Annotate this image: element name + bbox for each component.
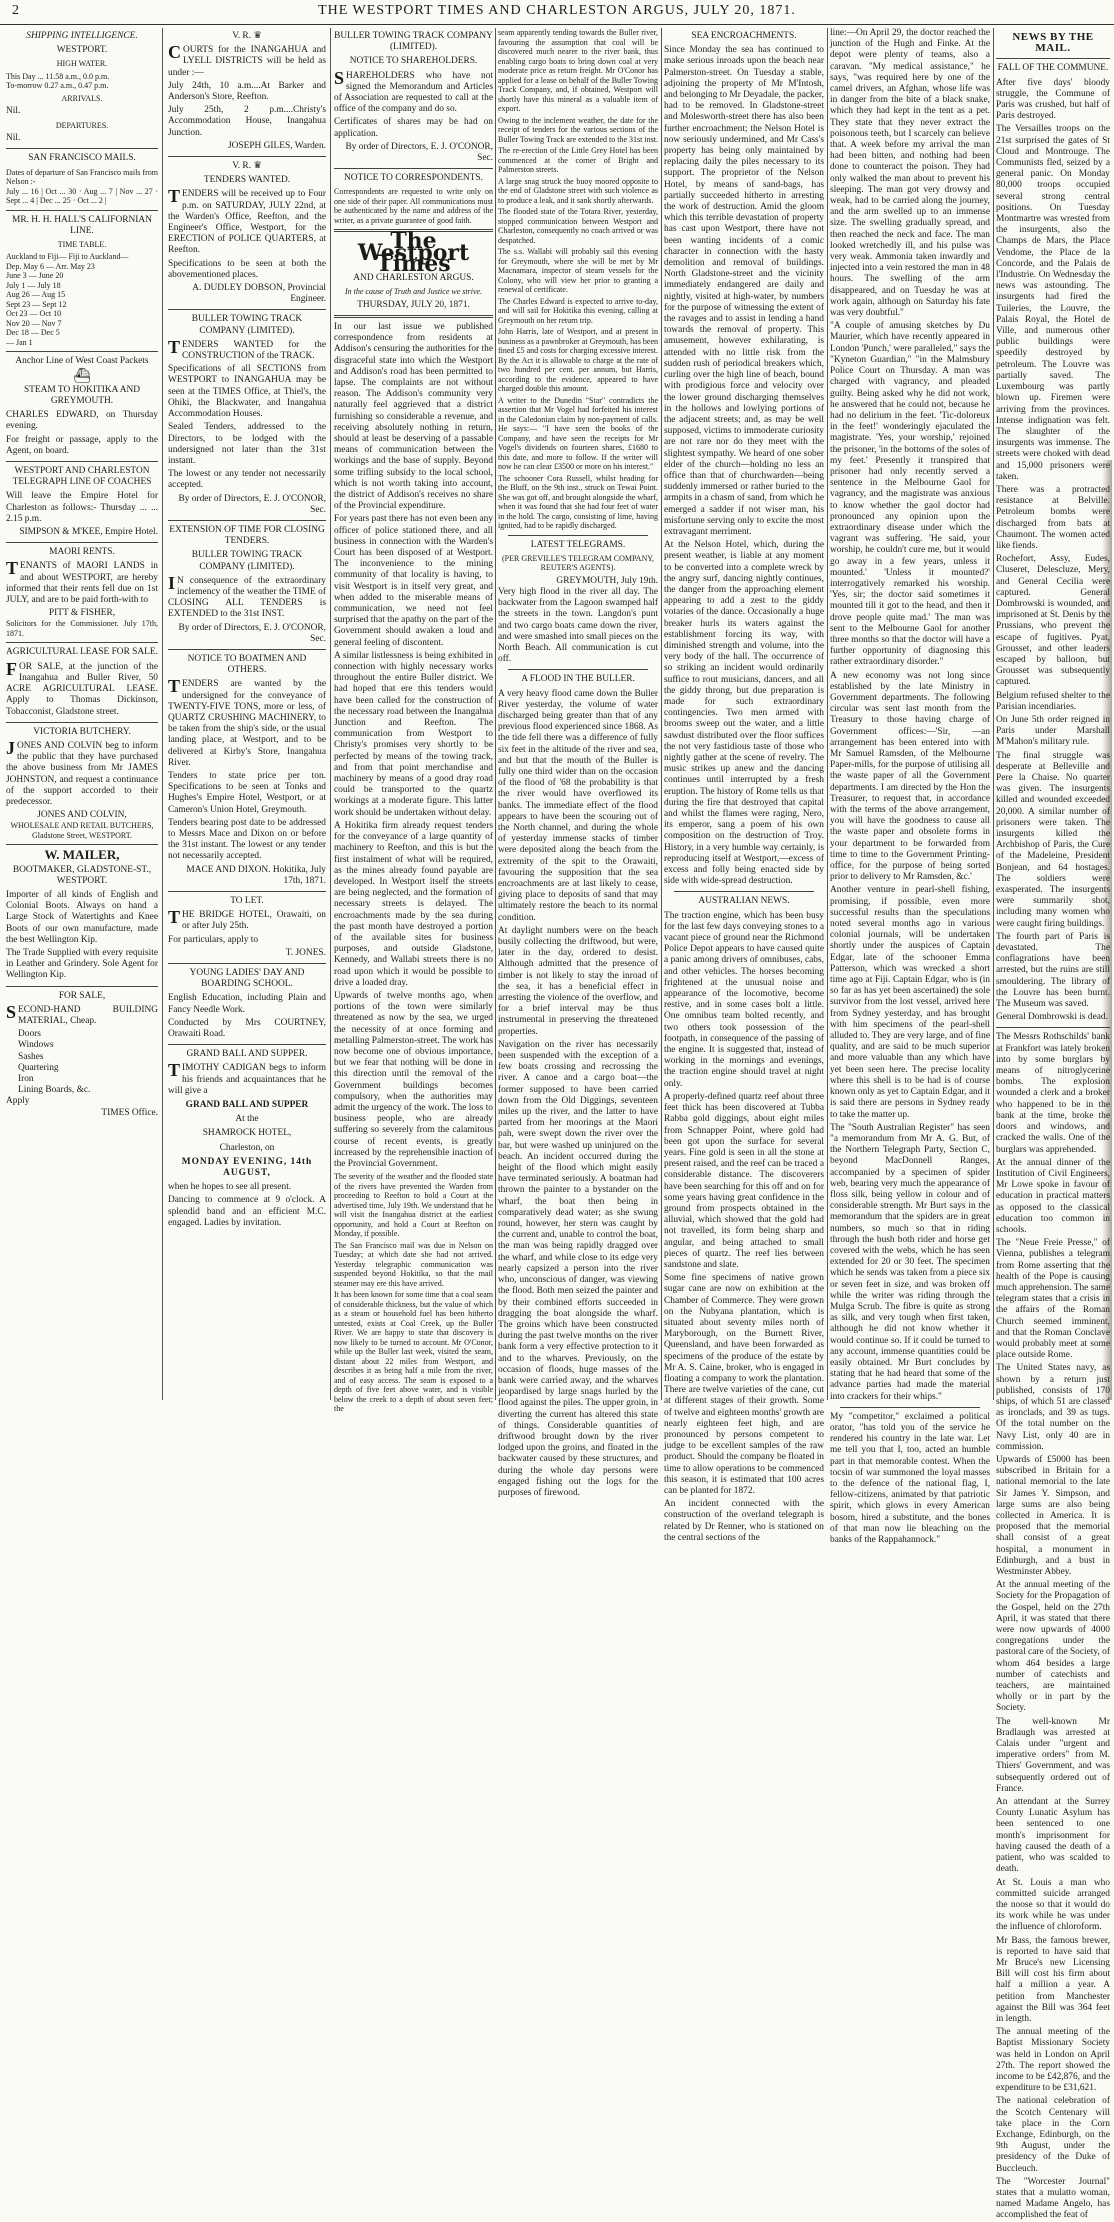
column-rule bbox=[661, 28, 662, 1400]
arrivals-heading: ARRIVALS. bbox=[61, 93, 103, 103]
mailer-body: The Trade Supplied with every requisite in Leather and Grindery. Sole Agent for Wellington Kip. bbox=[6, 947, 158, 981]
mail-paragraph: The fourth part of Paris is devastated. The conflagrations have been arrested, but the ruins are still smouldering. The library of the Louvre has been burnt. The Museum was saved. bbox=[996, 931, 1110, 1010]
forsale-item: Windows bbox=[18, 1040, 54, 1051]
divider bbox=[508, 669, 648, 670]
news-paragraph: The San Francisco mail was due in Nelson on Tuesday; at which date she had not arrived. Yesterday telegraphic communication was suspended beyond Hokitika, so that the mail steamer may ere this have arrived. bbox=[334, 1240, 493, 1288]
hall-row: Sept 23 — Sept 12 bbox=[6, 299, 67, 309]
royal-arms-vr bbox=[168, 161, 326, 172]
column-4 bbox=[498, 28, 658, 1498]
vr-text: V. R. bbox=[232, 31, 252, 41]
notice-signature: By order of Directors, E. J. O'CONOR, Sec. bbox=[345, 141, 493, 164]
forsale-office: TIMES Office. bbox=[101, 1107, 158, 1118]
page-number: 2 bbox=[12, 3, 19, 18]
ball-at: At the bbox=[235, 1114, 259, 1125]
hall-row: Dec 18 — Dec 5 bbox=[6, 328, 60, 338]
flood-paragraph: At daylight numbers were on the beach busily collecting the driftwood, but were, later in the day, ordered to desist. Although admitted that the presence of timber is not likely to stay the inroad of the sea, it has a beneficial effect in arresting the violence of the overflow, and for a brief interval may be thus instrumental in preserving the threatened properties. bbox=[498, 925, 658, 1037]
news-paragraph: Owing to the inclement weather, the date for the receipt of tenders for the various sections of the Buller Towing Track are extended to the 31st inst. bbox=[498, 115, 658, 144]
hall-row: Nov 20 — Nov 7 bbox=[6, 318, 62, 328]
mail-paragraph: The Messrs Rothschilds' bank at Frankfort was lately broken into by some burglars by means of nitroglycerine bombs. The explosion wounded a clerk and a broker who happened to be in the bank at the time, broke the doors and windows, and cracked the walls. One of the burglars was apprehended. bbox=[996, 1032, 1110, 1155]
divider bbox=[6, 986, 158, 987]
forsale-item: Quartering bbox=[18, 1062, 59, 1073]
mail-paragraph: On June 5th order reigned in Paris under Marshall M'Mahon's military rule. bbox=[996, 714, 1110, 748]
correspondents-body: Correspondents are requested to write only on one side of their paper. All communications must be authenticated by the name and address of the writer, as a private guarantee of good faith. bbox=[334, 187, 493, 225]
hall-row: July 1 — July 18 bbox=[6, 280, 61, 290]
australian-paragraph: A new economy was not long since established by the late Ministry in Government departments. The following circular was sent last month from the Treasury to those having charge of Government offices:—'Sir, —an arrangement has been entered into with Mr Samuel Ramsden, of the Melbourne Paper-mills, for the purpose of utilising all the waste paper of all the Government departments. I am directed by the Hon the Treasurer, to request that, in accordance with the terms of the above arrangement, you will have the goodness to cause all the waste paper and obsolete forms in your department to be forwarded from time to time to the Government Printing-office, for the purpose of being sorted prior to delivery to Mr Ramsden, &c.' bbox=[830, 670, 990, 883]
australian-paragraph: line:—On April 29, the doctor reached the junction of the Hugh and Finke. At the depot were plenty of teams, also a caravan. "My medical assistance," he says, "was required here by one of the camel drivers, an Afghan, whose life was in danger from the bite of a black snake, which they had kept in the tent as a pet. They state that they never extract the poisonous teeth, but I scarcely can believe that. A week before my arrival the man had been bitten, and nothing had been done to counteract the poison. They had only walked the man about to prevent his sleeping. The man got very drowsy and weak, had to be carried along the journey, and the arm swelled up to an immense size. The swelling gradually spread, and then reached the neck and face. The man looked wretchedly ill, and his pulse was very weak. Ammonia taken inwardly and injected into a vein restored the man in 48 hours. The swelling of the arm disappeared, and on Tuesday he was at work again, although on Saturday his fate was very doubtful." bbox=[830, 28, 990, 319]
telegrams-dateline: GREYMOUTH, July 19th. bbox=[556, 575, 658, 586]
divider bbox=[996, 1027, 1110, 1028]
buller-body: The lowest or any tender not necessarily accepted. bbox=[168, 469, 326, 491]
australian-paragraph: "A couple of amusing sketches by Du Maurier, which have recently appeared in London 'Punch,' were paralleled," says the "Kyneton Guardian," "in the Malmsbury Police Court on Thursday. A man was charged with vagrancy, and pleaded guilty. Being asked why he did not work, he answered that he could not, because he had no delirium in the feet. 'Tic-doloreux in the feet!' wonderingly ejaculated the magistrate. 'Yes, your worship,' rejoined the prisoner, 'in the bottoms of the soles of my feet.' Presently it transpired that prisoner had only recently served a sentence in the Melbourne Gaol for vagrancy, and the magistrate was anxious to know whether the gaol doctor had pronounced any opinion upon the extraordinary disease under which the vagrant was suffering. 'He said, your worship, he couldn't cure me, but it would go away in a few years, unless it mounted.' 'Unless it mounted?' interrogatively remarked his worship. 'Yes, sir; the doctor said sometimes it mounted till it got to the head, and then it drove people quite mad.' The man was sent to the Melbourne Gaol for another three months so that the doctor will have a further opportunity of diagnosing this rather extraordinary disorder." bbox=[830, 321, 990, 668]
column-rule bbox=[827, 28, 828, 1400]
ball-body: TIMOTHY CADIGAN begs to inform his friends and acquaintances that he will give a bbox=[168, 1060, 326, 1096]
masthead: THE WESTPORT TIMES AND CHARLESTON ARGUS, JULY 20, 1871. bbox=[318, 3, 796, 18]
vr-text: V. R. bbox=[232, 161, 252, 172]
telegrams-heading: LATEST TELEGRAMS. bbox=[530, 539, 626, 550]
news-paragraph: A large snag struck the buoy moored opposite to the end of Gladstone street with such violence as to produce a leak, and it sank shortly afterwards. bbox=[498, 176, 658, 205]
australian-paragraph: The traction engine, which has been busy for the last few days conveying stones to a vacant piece of ground near the Richmond Police Depot appears to have caused quite a panic among drivers of omnibuses, cabs, and other vehicles. The horses becoming frightened at the unusual noise and appearance of the locomotive, become restive, and in some cases bolt a little. One omnibus team bolted recently, and two others took possession of the footpath, in consequence of the passing of the engine. It is suggested that, instead of working in the mornings and evenings, the traction engine should travel at night only. bbox=[664, 910, 824, 1089]
ball-place: Charleston, on bbox=[219, 1142, 275, 1153]
maori-heading: MAORI RENTS. bbox=[49, 547, 115, 558]
boatmen-body: Tenders bearing post date to be addressed to Messrs Mace and Dixon on or before the 31st instant. The lowest or any tender not necessarily accepted. bbox=[168, 817, 326, 862]
mail-paragraph: The final struggle was desperate at Belleville and Pere la Chaise. No quarter was given. The insurgents killed and wounded exceeded 20,000. A similar number of prisoners were taken. The insurgents killed the Archbishop of Paris, the Cure of the Madeleine, President Bonjean, and 64 hostages. The soldiers were exasperated. The insurgents were summarily shot, including many women who were caught firing buildings. bbox=[996, 750, 1110, 929]
divider bbox=[840, 1407, 980, 1408]
telegrams-subheading: (PER GREVILLE'S TELEGRAM COMPANY, REUTER'S AGENTS). bbox=[502, 553, 654, 573]
news-paragraph: A writer to the Dunedin "Star" contradicts the assertion that Mr Vogel had forfeited his interest in the Caledonian claim by non-payment of calls. He says:— "I have seen the books of the Company, and have seen the receipts for Mr Vogel's dividends on fourteen shares, £1680 to this date, and more to follow. If the writer will now he can clear £3500 or more on his interest." bbox=[498, 395, 658, 471]
mail-news-heading: NEWS BY THE MAIL. bbox=[1012, 31, 1094, 55]
divider bbox=[6, 844, 158, 845]
ball-heading: GRAND BALL AND SUPPER. bbox=[186, 1049, 308, 1060]
mail-paragraph: The annual meeting of the Baptist Missionary Society was held in London on April 27th. The report showed the income to be £42,876, and the expenditure to be £31,621. bbox=[996, 2027, 1110, 2094]
maori-signature: PITT & FISHER, bbox=[48, 608, 116, 619]
agri-heading: AGRICULTURAL LEASE FOR SALE. bbox=[6, 647, 158, 658]
tolet-body: THE BRIDGE HOTEL, Orawaiti, on or after July 25th. bbox=[168, 907, 326, 932]
mail-paragraph: Belgium refused shelter to the Parisian incendiaries. bbox=[996, 690, 1110, 712]
hall-row: — Jan 1 bbox=[6, 337, 33, 347]
sf-intro: Dates of departure of San Francisco mails from Nelson :- bbox=[6, 167, 158, 187]
mail-paragraph: At the annual dinner of the Institution of Civil Engineers, Mr Lowe spoke in favour of education in practical matters as opposed to the classical education too common in schools. bbox=[996, 1157, 1110, 1235]
courts-row: July 25th, 2 p.m....Christy's Accommodation House, Inangahua Junction. bbox=[168, 105, 326, 138]
mail-paragraph: The "Worcester Journal" states that a mulatto woman, named Madame Angelo, has accomplished the feat of bbox=[996, 2176, 1110, 2221]
australian-paragraph: A properly-defined quartz reef about three feet thick has been discovered at Tubba Rabba gold diggings, about eight miles from Schnapper Point, where gold had been got upon the surface for several years. Fine gold is seen in all the stone at present raised, and the reef can be traced a considerable distance. The discoverers have been searching for this off and on for some years having great confidence in the ground from prospects obtained in the alluvial, which showed that the gold had not travelled, its form being sharp and angular, and being attached to small pieces of quartz. The reef lies between sandstone and slate. bbox=[664, 1091, 824, 1270]
ladies-school-heading: YOUNG LADIES' DAY AND BOARDING SCHOOL. bbox=[189, 968, 305, 990]
maori-body: TENANTS of MAORI LANDS in and about WESTPORT, are hereby informed that their rents fell due on 1st JULY, and are to be paid forth-with to bbox=[6, 558, 158, 606]
newspaper-banner: The Westport Times bbox=[357, 228, 470, 277]
column-rule bbox=[162, 28, 163, 1400]
divider bbox=[674, 891, 814, 892]
divider bbox=[168, 649, 326, 650]
forsale-body: SECOND-HAND BUILDING MATERIAL, Cheap. bbox=[6, 1001, 158, 1026]
divider bbox=[6, 722, 158, 723]
victoria-signature-line: WHOLESALE AND RETAIL BUTCHERS, Gladstone Street, WESTPORT. bbox=[10, 821, 154, 840]
hall-heading: MR. H. H. HALL'S CALIFORNIAN LINE. bbox=[12, 214, 152, 236]
notice-subheading: NOTICE TO SHAREHOLDERS. bbox=[349, 56, 478, 67]
banner-subtitle: AND CHARLESTON ARGUS. bbox=[353, 273, 474, 284]
divider bbox=[334, 315, 493, 318]
courts-row: July 24th, 10 a.m....At Barker and Anderson's Store, Reefton. bbox=[168, 80, 326, 103]
australian-paragraph: The "South Australian Register" has seen "a memorandum from Mr A. G. But, of the Northern Telegraph Party, Section C, beyond MacDonnell Ranges, accompanied by a specimen of spider web, bearing very much the appearance of floss silk, being yellow in colour and of considerable strength. Mr Burt says in the memorandum that the spiders are in great numbers, so much so that in riding through the bush both rider and horse get covered with the webs, which he has seen extended for 20 or 30 feet. The specimen which he sends was taken from a piece six or seven feet in size, and was broken off while the writer was riding through the Mulga Scrub. The fibre is quite as strong as silk, and very tough when first taken, although he did not know whether it would continue so. If it could be turned to any account, immense quantities could be easily obtained. Mr Burt concludes by stating that he had heard that some of the advance parties had made the material into crackers for their whips." bbox=[830, 1122, 990, 1402]
australian-heading: AUSTRALIAN NEWS. bbox=[698, 896, 790, 907]
divider bbox=[168, 156, 326, 157]
boatmen-heading: NOTICE TO BOATMEN AND OTHERS. bbox=[187, 653, 307, 676]
forsale-item: Doors bbox=[18, 1029, 41, 1040]
steam-heading: STEAM TO HOKITIKA AND GREYMOUTH. bbox=[23, 384, 141, 407]
ladies-school-body: English Education, including Plain and Fancy Needle Work. bbox=[168, 993, 326, 1015]
high-water-row: To-morrow 0.27 a.m., 0.47 p.m. bbox=[6, 81, 109, 91]
news-paragraph: It has been known for some time that a coal seam of considerable thickness, but the value of which as a steam or household fuel has been hitherto untested, exists at Coal Creek, up the Buller River. We are happy to state that discovery is now likely to be turned to account. Mr O'Conor, while up the Buller last week, visited the seam, distant about 22 miles from Westport, and describes it as being half a mile from the river, and of easy access. The seam is exposed to a depth of five feet above water, and is visible below the creek to a depth of about seven feet; the bbox=[334, 1290, 493, 1414]
forsale-item: Sashes bbox=[18, 1051, 44, 1062]
news-paragraph: The Charles Edward is expected to arrive to-day, and will sail for Hokitika this evening, calling at Greymouth on her return trip. bbox=[498, 296, 658, 325]
notice-body: SHAREHOLDERS who have not signed the Memorandum and Articles of Association are requested to call at the office of the company and do so. bbox=[334, 67, 493, 115]
maori-signature-line: Solicitors for the Commissioner. July 17th, 1871. bbox=[6, 619, 158, 638]
crown-icon: ♛ bbox=[253, 161, 262, 172]
page-header bbox=[0, 0, 1114, 25]
column-6 bbox=[830, 28, 991, 1546]
divider bbox=[334, 168, 493, 169]
ship-icon: ⛴ bbox=[73, 368, 91, 384]
high-water-heading: HIGH WATER. bbox=[56, 59, 108, 69]
telegrams-body: Very high flood in the river all day. The backwater from the Lagoon swamped half the streets in the town. Langdon's punt and two cargo boats came down the river, and were smashed into small pieces on the North Beach. All communication is cut off. bbox=[498, 586, 658, 665]
mail-paragraph: General Dombrowski is dead. bbox=[996, 1012, 1108, 1023]
boatmen-body: TENDERS are wanted by the undersigned for the conveyance of TWENTY-FIVE TONS, more or less, of QUARTZ CRUSHING MACHINERY, to be taken from the ship's side, or the usual landing place, at Westport, and to be delivered at Kirby's Store, Inangahua River. bbox=[168, 676, 326, 768]
divider bbox=[6, 542, 158, 543]
telegraph-heading: WESTPORT AND CHARLESTON TELEGRAPH LINE OF COACHES bbox=[12, 466, 152, 488]
telegraph-body: Will leave the Empire Hotel for Charleston as follows:- Thursday ... ... 2.15 p.m. bbox=[6, 491, 158, 524]
tenders-heading: TENDERS WANTED. bbox=[203, 175, 291, 186]
flood-paragraph: Navigation on the river has necessarily been suspended with the exception of a few boats crossing and recrossing the river. A canoe and a cargo boat—the former supposed to have been carried down from the Old Diggings, seventeen miles up the river, and the latter to have parted from her moorings at the Maori pah, were swept down the river over the bar, but were washed up uninjured on the beach. An incident occurred during the height of the flood which might easily have terminated seriously. A boatman had thrown the painter to a bystander on the wharf, the boat then being in comparatively dead water; as she swung round, however, her stern was caught by the current and, unable to control the boat, the man was being rapidly dragged over the wharf, and while close to its edge very nearly capsized a person into the river who, unconscious of danger, was viewing the flood. Both men seized the painter and by their combined efforts succeeded in dragging the boat alongside the wharf. The groins which have been constructed during the past twelve months on the river bank form a very effective protection to it and to the wharves. Previously, on the occasion of floods, huge masses of the bank were carried away, and the wharves jeopardised by large snags hurled by the flood against the piles. The upper groin, in diverting the current has altered this state of things. Considerable quantities of driftwood brought down by the river lodged upon the groins, and floated in the backwater caused by these structures, and during the whole day persons were engaged fishing out the logs for the purposes of firewood. bbox=[498, 1039, 658, 1498]
flood-paragraph: A very heavy flood came down the Buller River yesterday, the volume of water discharged being greater than that of any previous flood experienced since 1868. As the tide fell there was a difference of fully six feet in the altitude of the river and sea, and but that the mouth of the Buller is fully one third wider than on the occasion of the flood of '68 the probability is that the river would have overflowed its banks. The immediate effect of the flood appears to have been the scouring out of the North channel, and during the whole of yesterday immense stacks of timber were deposited along the beach from the extremity of the spit to the Orawaiti, favouring the supposition that the sea encroachments are at last likely to cease, giving place to deposits of sand that may ultimately restore the beach to its normal condition. bbox=[498, 688, 658, 923]
victoria-body: JONES AND COLVIN beg to inform the public that they have purchased the above business from Mr JAMES JOHNSTON, and request a continuance of the support accorded to their predecessor. bbox=[6, 737, 158, 807]
mailer-body: Importer of all kinds of English and Colonial Boots. Always on hand a Large Stock of Watertights and Knee Boots of our own manufacture, made the best Wellington Kip. bbox=[6, 889, 158, 945]
ball-date: MONDAY EVENING, 14th AUGUST, bbox=[181, 1156, 313, 1179]
column-5 bbox=[664, 28, 824, 1543]
hall-row: Oct 23 — Oct 10 bbox=[6, 309, 62, 319]
steam-body: CHARLES EDWARD, on Thursday evening. bbox=[6, 410, 158, 432]
courts-signature: JOSEPH GILES, Warden. bbox=[227, 140, 326, 151]
editorial-paragraph: Upwards of twelve months ago, when portions of the town were similarly threatened as now by the sea, we urged the necessity of at once forming and metalling Palmerston-street. The work has now become one of obvious importance, but we fear that nothing will be done in this direction until the removal of the Government buildings becomes compulsory, when the authorities may admit the urgency of the work. The loss to business people, who are already suffering so severely from the calamitous course of recent events, is greatly increased by the reprehensible inaction of the Provincial Government. bbox=[334, 990, 493, 1169]
ball-body: when he hopes to see all present. bbox=[168, 1182, 292, 1193]
news-paragraph: The flooded state of the Totara River, yesterday, stopped communication between Westport and Charleston, consequently no coach arrived or was despatched. bbox=[498, 207, 658, 245]
high-water-row: This Day ... 11.58 a.m., 0.0 p.m. bbox=[6, 71, 110, 81]
ladies-school-body: Conducted by Mrs COURTNEY, Orawaiti Road. bbox=[168, 1017, 326, 1040]
forsale-item: Iron bbox=[18, 1073, 34, 1084]
sea-paragraph: Since Monday the sea has continued to make serious inroads upon the beach near Palmerston-street. On Tuesday a stable, adjoining the property of Mr M'Intosh, and belonging to Mr Deyadale, the packer, had to be removed. In Gladstone-street and Molesworth-street there has also been further encroachment; the Nelson Hotel is now seriously undermined, and Mr Cass's property has being only maintained by replacing daily the piles necessary to its support. The proprietor of the Nelson Hotel, by means of sand-bags, has partially succeeded hitherto in arresting the work of destruction. Amid the gloom which this terrible devastation of property has cast upon Westport, there have not been wanting incidents of a comic character in connection with the hasty demolition and removal of buildings. North Gladstone-street and the vicinity immediately endangered are daily and nightly, visited at high-water, by numbers for the purpose of witnessing the extent of the ravages and to assist in lending a hand towards the removal of property. This amusement, however exhilarating, is attended with no little risk from the sudden rush of periodical breakers which, curling over the high line of beach, bound with prodigious force and velocity over the lower ground discharging themselves in the hollows and lowlying portions of the adjacent streets; and, as may be well supposed, victims to immoderate curiosity are not rare nor do they meet with the slightest sympathy. We heard of one sober elder of the church—holding no less an office than that of churchwarden—being suddenly immersed or rather buried to the armpits in a chasm of sand, from which he emerged a sadder if not wiser man, his misfortune serving only to excite the most extravagant merriment. bbox=[664, 45, 824, 537]
sea-paragraph: At the Nelson Hotel, which, during the present weather, is liable at any moment to be converted into a complete wreck by the angry surf, dancing nightly continues, the danger from the approaching element appearing to add a zest to the giddy votaries of the dance. Occasionally a huge breaker hurls its waters against the establishment forcing its way, with diminished strength and volume, into the very body of the hall. The occurrence of so striking an incident would ordinarily suffice to rout musicians, dancers, and all the giddy throng, but due preparation is made for such extraordinary contingencies. Two men armed with brooms sweep out the water, and a little sawdust distributed over the floor suffices the not very fastidious taste of those who nightly gather at the scene of revelry. The music strikes up anew and the dancing continues until interrupted by a fresh eruption. The history of Rome tells us that during the fire that destroyed that capital and whilst the flames were raging, Nero, its emperor, sang a poem of his own composition on the destruction of Troy. History, in a very humble way certainly, is reproducing itself at Westport,—excess of excess and folly being enacted side by side with wide-spread destruction. bbox=[664, 540, 824, 887]
divider bbox=[996, 58, 1110, 59]
divider bbox=[168, 891, 326, 892]
mailer-subheading: BOOTMAKER, GLADSTONE-ST., WESTPORT. bbox=[12, 864, 152, 886]
correspondents-heading: NOTICE TO CORRESPONDENTS. bbox=[344, 173, 483, 184]
news-paragraph: seam apparently tending towards the Buller river, favouring the assumption that coal will be discovered much nearer to the river bank, thus enabling cargo boats to bring down coal at very moderate price as return freight. Mr O'Conor has applied for a lease on behalf of the Buller Towing Track Company, and, if obtained, Westport will shortly have this mineral as a valuable item of export. bbox=[498, 28, 658, 113]
column-1 bbox=[6, 28, 158, 1400]
shipping-title: SHIPPING INTELLIGENCE. bbox=[26, 31, 138, 41]
ball-body: Dancing to commence at 9 o'clock. A splendid band and an efficient M.C. engaged. Ladies by invitation. bbox=[168, 1195, 326, 1228]
sf-dates: July ... 16 | Oct ... 30 · Aug ... 7 | Nov ... 27 · Sept ... 4 | Dec ... 25 · Oct ... 2 | bbox=[6, 186, 158, 206]
westport-heading: WESTPORT. bbox=[56, 45, 108, 56]
ball-hotel: SHAMROCK HOTEL, bbox=[202, 1128, 292, 1139]
courts-body: COURTS for the INANGAHUA and LYELL DISTRICTS will be held as under :— bbox=[168, 42, 326, 78]
mail-paragraph: After five days' bloody struggle, the Commune of Paris was crushed, but half of Paris destroyed. bbox=[996, 77, 1110, 122]
mail-paragraph: At the annual meeting of the Society for the Propagation of the Gospel, held on the 27th April, it was stated that there were now upwards of 4000 congregations under the pastoral care of the Society, of whom 464 besides a large number of catechists and teachers, are maintained wholly or in part by the Society. bbox=[996, 1580, 1110, 1714]
mail-paragraph: An attendant at the Surrey County Lunatic Asylum has been sentenced to one month's imprisonment for having caused the death of a patient, who was scalded to death. bbox=[996, 1797, 1110, 1875]
telegraph-signature: SIMPSON & M'KEE, Empire Hotel. bbox=[19, 527, 158, 538]
divider bbox=[6, 642, 158, 643]
hall-row: Dep. May 6 — Arr. May 23 bbox=[6, 261, 95, 271]
divider bbox=[168, 309, 326, 310]
divider bbox=[168, 1044, 326, 1045]
mail-paragraph: The Versailles troops on the 21st surprised the gates of St Cloud and Montrouge. The Communists fled, seized by a general panic. On Monday 80,000 troops occupied several strong central positions. On Tuesday Montmartre was wrested from the insurgents, also the Champs de Mars, the Place Vendome, the Place de la Concorde, and the Palais de l'Industrie. On Wednesday the news was astounding. The insurgents had fired the Tuileries, the Louvre, the Palais Royal, the Hotel de Ville, and numerous other public buildings were speedily destroyed by petroleum. The Louvre was partially saved. The Luxembourg was partly blown up. Firemen were arriving from the provinces. Intense indignation was felt. The slaughter of the insurgents was immense. The streets were choked with dead and 15,000 prisoners were taken. bbox=[996, 124, 1110, 482]
ball-title: GRAND BALL AND SUPPER bbox=[185, 1100, 309, 1111]
royal-arms-vr bbox=[168, 31, 326, 42]
time-table-heading: TIME TABLE. bbox=[57, 239, 107, 249]
divider bbox=[6, 210, 158, 211]
news-paragraph: The schooner Cora Russell, whilst heading for the Bluff, on the 9th inst., struck on Tewai Point. She was got off, and brought alongside the wharf, when it was found that she had four feet of water in the hold. The cargo, consisting of lime, having ignited, had to be rapidly discharged. bbox=[498, 473, 658, 530]
departures-value: Nil. bbox=[6, 133, 21, 144]
column-rule bbox=[993, 28, 994, 1400]
tolet-signature: T. JONES. bbox=[285, 947, 326, 958]
hall-head-row: Auckland to Fiji— Fiji to Auckland— bbox=[6, 252, 129, 262]
crown-icon: ♛ bbox=[253, 31, 262, 41]
editorial-paragraph: In our last issue we published correspondence from residents at Addison's censuring the authorities for the disgraceful state into which the Westport and Addison's road has been permitted to lapse. The complaints are not without reason. The Addison's community very naturally feel aggrieved that a district furnishing so considerable a revenue, and receiving absolutely nothing in return, should at least be deserving of a passable means of communication between the workings and the base of supply. Beyond some trifling subsidy to the local school, which is not worth taking into account, the district of Addison's receives no share of the Provincial expenditure. bbox=[334, 321, 493, 512]
buller-body: TENDERS WANTED for the CONSTRUCTION of the TRACK. bbox=[168, 336, 326, 362]
column-7 bbox=[996, 28, 1110, 2221]
steam-body: For freight or passage, apply to the Agent, on board. bbox=[6, 434, 158, 456]
forsale-item: Lining Boards, &c. bbox=[18, 1085, 91, 1096]
extension-body: IN consequence of the extraordinary inclemency of the weather the TIME of CLOSING ALL TENDERS is EXTENDED to the 31st INST. bbox=[168, 572, 326, 620]
mail-paragraph: The United States navy, as shown by a return just published, consists of 170 ships, of which 51 are classed as ironclads, and 39 as tugs. Of the total number on the Navy List, only 40 are in commission. bbox=[996, 1363, 1110, 1452]
editorial-paragraph: A Hokitika firm already request tenders for the conveyance of a large quantity of machinery to Reefton, and this is but the first instalment of what will be required, as the mines already found payable are developed. In Westport itself the streets are being neglected, and the formation of necessary streets is delayed. The encroachments made by the sea during the past month have destroyed a portion of the available sites for business purposes, and outside Gladstone, Kennedy, and Wallabi streets there is no road upon which it would be possible to drive a loaded dray. bbox=[334, 820, 493, 988]
mail-paragraph: At St. Louis a man who committed suicide arranged the noose so that it would do its work while he was under the influence of chloroform. bbox=[996, 1877, 1110, 1933]
agri-body: FOR SALE, at the junction of the Inangahua and Buller River, 50 ACRE AGRICULTURAL LEASE. Apply to Thomas Dickinson, Tobacconist, Gladstone street. bbox=[6, 658, 158, 717]
extension-subheading: BULLER TOWING TRACK COMPANY (LIMITED). bbox=[191, 550, 303, 572]
column-2 bbox=[168, 28, 326, 1400]
sea-heading: SEA ENCROACHMENTS. bbox=[691, 31, 797, 41]
boatmen-body: Tenders to state price per ton. Specifications to be seen at Tonks and Hughes's Empire Hotel, Westport, or at Cameron's Union Hotel, Greymouth. bbox=[168, 770, 326, 815]
boatmen-signature: MACE AND DIXON. Hokitika, July 17th, 1871. bbox=[186, 864, 326, 886]
victoria-signature: JONES AND COLVIN, bbox=[37, 810, 127, 821]
buller-heading: BULLER TOWING TRACK COMPANY (LIMITED). bbox=[191, 314, 303, 336]
anchor-line: Anchor Line of West Coast Packets bbox=[15, 356, 149, 367]
news-paragraph: The severity of the weather and the flooded state of the rivers have prevented the Warden from proceeding to Reefton to hold a Court at the advertised time, July 19th. We understand that he will visit the Inangahua district at the earliest opportunity, and hold a Court at Reefton on Monday, if possible. bbox=[334, 1172, 493, 1239]
departures-heading: DEPARTURES. bbox=[55, 120, 109, 130]
australian-paragraph: An incident connected with the construction of the overland telegraph is related by Dr Renner, who is stationed on the central sections of the bbox=[664, 1499, 824, 1543]
extension-heading: EXTENSION OF TIME FOR CLOSING TENDERS. bbox=[169, 524, 325, 547]
anecdote-paragraph: My "competitor," exclaimed a political orator, "has told you of the service he rendered his country in the late war. Let me tell you that I, too, acted an humble part in that memorable contest. When the tocsin of war summoned the loyal masses to the defence of the national flag, I, fellow-citizens, animated by that patriotic spirit, which glows in every American bosom, hired a substitute, and the bones of that man now lie bleaching on the banks of the Rappahannock." bbox=[830, 1411, 990, 1546]
sf-mails-heading: SAN FRANCISCO MAILS. bbox=[28, 153, 136, 164]
news-paragraph: The re-erection of the Little Grey Hotel has been commenced at the corner of Bright and Palmerston streets. bbox=[498, 146, 658, 174]
forsale-heading: FOR SALE, bbox=[58, 990, 106, 1001]
hall-row: June 3 — June 20 bbox=[6, 271, 64, 281]
column-rule bbox=[330, 28, 331, 1400]
tenders-signature: A. DUDLEY DOBSON, Provincial Engineer. bbox=[192, 283, 326, 305]
flood-heading: A FLOOD IN THE BULLER. bbox=[521, 674, 635, 685]
victoria-heading: VICTORIA BUTCHERY. bbox=[33, 726, 131, 737]
forsale-apply: Apply bbox=[6, 1096, 30, 1107]
mail-paragraph: The "Neue Freie Presse," of Vienna, publishes a telegram from Rome asserting that the health of the Pope is causing much apprehension. The same telegram states that a crisis in the affairs of the Roman Church seemed imminent, and that the Roman Conclave would probably meet at some place outside Rome. bbox=[996, 1238, 1110, 1361]
mail-paragraph: Mr Bass, the famous brewer, is reported to have said that Mr Bruce's new Licensing Bill will cost his firm about half a million a year. A petition from Manchester against the Bill was 364 feet in length. bbox=[996, 1935, 1110, 2024]
australian-paragraph: Another venture in pearl-shell fishing, promising, if possible, even more successful results than the speculations noted several months ago in various colonial journals, will be undertaken shortly under the auspices of Captain Edgar, late of the schooner Emma Patterson, which was wrecked a short time ago at Fiji. Captain Edgar, who is (in so far as has yet been ascertained) the sole survivor from the lost vessel, arrived here from Sydney yesterday, and has brought with him specimens of the pearl-shell alluded to. They are very large, and of fine quality, and are said to be much superior and more valuable than any which have yet been seen here. The precise locality where this shell is to be had is of course known only as yet to Captain Edgar, and it is said there are persons in Sydney ready to take the matter up. bbox=[830, 885, 991, 1120]
mail-paragraph: The well-known Mr Bradlaugh was arrested at Calais under "urgent and imperative orders" from M. Thiers' Government, and was subsequently ordered out of France. bbox=[996, 1716, 1110, 1794]
mail-paragraph: There was a protracted resistance at Belville. Petroleum bombs were discharged from bats at Chaumont. The women acted like fiends. bbox=[996, 484, 1110, 551]
divider bbox=[508, 535, 648, 536]
tenders-body: Specifications to be seen at both the abovementioned places. bbox=[168, 258, 326, 280]
buller-body: Specifications of all SECTIONS from WESTPORT to INANGAHUA may be seen at the TIMES Office, at Thiel's, the Ohiki, the Blackwater, and Inangahua Accommodation Houses. bbox=[168, 364, 326, 420]
dateline: THURSDAY, JULY 20, 1871. bbox=[357, 299, 470, 310]
motto: In the cause of Truth and Justice we strive. bbox=[344, 287, 483, 297]
divider bbox=[6, 351, 158, 352]
column-rule bbox=[495, 28, 496, 1400]
news-paragraph: The s.s. Wallabi will probably sail this evening for Greymouth, where she will be met by Mr Macnamara, inspector of steam vessels for the Colony, who will view her prior to granting a renewal of certificate. bbox=[498, 247, 658, 294]
news-paragraph: John Harris, late of Westport, and at present in business as a pawnbroker at Greymouth, has been fined £5 and costs for charging excessive interest. By the Act it is allowable to charge at the rate of two hundred per cent. per annum, but Harris, according to the evidence, appeared to have charged double this amount. bbox=[498, 327, 658, 393]
divider bbox=[168, 520, 326, 521]
column-3 bbox=[334, 28, 493, 1414]
mailer-heading: W. MAILER, bbox=[44, 847, 120, 863]
divider bbox=[6, 148, 158, 149]
buller-body: Sealed Tenders, addressed to the Directors, to be lodged with the undersigned not later than the 31st instant. bbox=[168, 422, 326, 466]
tenders-body: TENDERS will be received up to Four p.m. on SATURDAY, JULY 22nd, at the Warden's Office, Reefton, and the Engineer's Office, Westport, for the ERECTION of POLICE QUARTERS, at Reefton. bbox=[168, 186, 326, 256]
divider bbox=[6, 461, 158, 462]
mail-paragraph: Upwards of £5000 has been subscribed in Britain for a national memorial to the late Sir James Y. Simpson, and large sums are also being collected in America. It is proposed that the memorial shall consist of a great hospital, a monument in Edinburgh, and a bust in Westminster Abbey. bbox=[996, 1454, 1110, 1578]
divider bbox=[168, 963, 326, 964]
notice-heading: BULLER TOWING TRACK COMPANY (LIMITED). bbox=[334, 31, 493, 53]
notice-body: Certificates of shares may be had on application. bbox=[334, 117, 493, 139]
tolet-body: For particulars, apply to bbox=[168, 934, 259, 945]
extension-signature: By order of Directors, E. J. O'CONOR, Sec. bbox=[178, 622, 326, 644]
editorial-paragraph: For years past there has not even been any officer of police stationed there, and all business in connection with the Warden's Court has been disposed of at Westport. The inconvenience to the mining community of that locality is having, to visit Westport is in itself very great, and when added to the miserable means of communication, we need not feel surprised that the apathy on the part of the Government should awaken a loud and general feeling of discontent. bbox=[334, 514, 493, 648]
arrivals-value: Nil. bbox=[6, 106, 21, 117]
mail-paragraph: Rochefort, Assy, Eudes, Cluseret, Delescluze, Mery, and General Cecilia were captured. General Dombrowski is wounded, and imprisoned at St. Denis by the Prussians, who prevent the escape of fugitives. Pyat, Grousset, and other leaders escaped by balloon, but Grousset was subsequently captured. bbox=[996, 554, 1110, 688]
tolet-heading: TO LET. bbox=[230, 896, 264, 907]
hall-row: Aug 26 — Aug 15 bbox=[6, 290, 66, 300]
mail-paragraph: The national celebration of the Scotch Centenary will take place in the Corn Exchange, Edinburgh, on the 9th August, under the presidency of the Duke of Buccleuch. bbox=[996, 2096, 1110, 2174]
commune-heading: FALL OF THE COMMUNE. bbox=[997, 63, 1109, 74]
editorial-paragraph: A similar listlessness is being exhibited in connection with highly necessary works throughout the entire Buller district. We had hoped that ere this tenders would have been called for the construction of the necessary road between the Inangahua Junction and Reefton. The communication from Westport to Christy's promises very shortly to be perfected by means of the towing track, and from that point merchandise and machinery by means of a good dray road could be transported to the quartz workings at a moderate figure. This latter work should be undertaken without delay. bbox=[334, 650, 493, 818]
buller-signature: By order of Directors, E. J. O'CONOR, Sec. bbox=[178, 493, 326, 515]
australian-paragraph: Some fine specimens of native grown sugar cane are now on exhibition at the Chamber of Commerce. They were grown on the Nubyana plantation, which is situated about seventy miles north of Maryborough, on the Burnett River, Queensland, and have been forwarded as specimens of the produce of the estate by Mr A. S. Caine, broker, who is engaged in floating a company to work the plantation. There are twelve varieties of the cane, cut at different stages of their growth. Some of twelve and eighteen months' growth are nearly eighteen feet high, and are pronounced by persons competent to judge to be excellent samples of the raw product. Should the company be floated in time to allow operations to be commenced this season, it is estimated that 100 acres can be planted for 1872. bbox=[664, 1273, 824, 1496]
